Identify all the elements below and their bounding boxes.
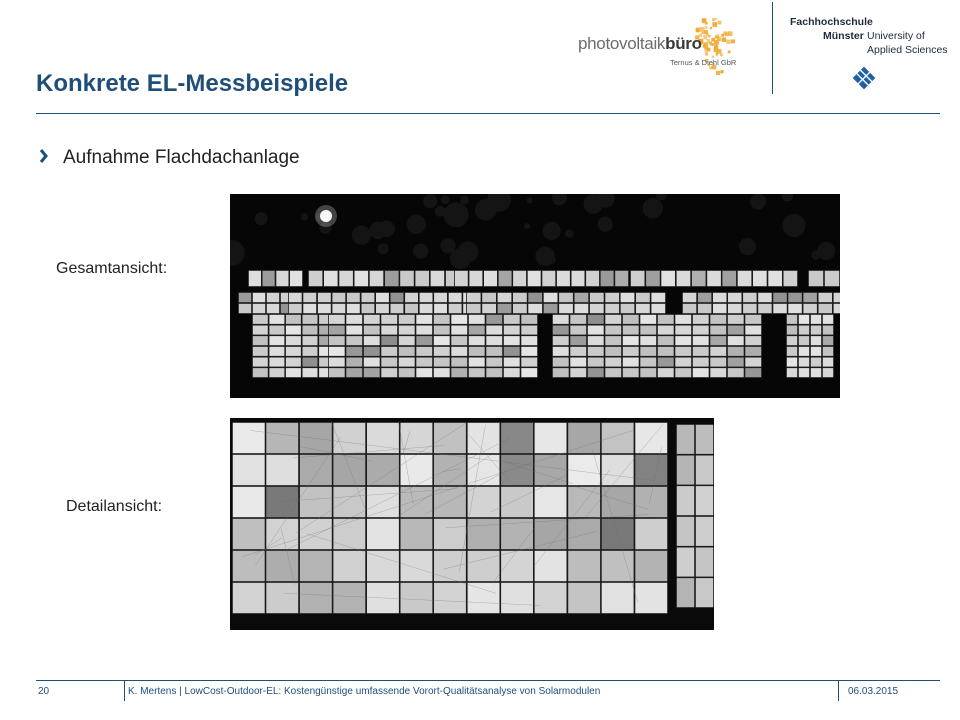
pvb-prefix: photovoltaik bbox=[578, 34, 666, 53]
pvb-wordmark bbox=[578, 34, 702, 54]
footer-date: 06.03.2015 bbox=[848, 686, 899, 697]
pvb-suffix: büro bbox=[665, 34, 702, 53]
fh-line-2: Münster bbox=[823, 30, 864, 42]
logo-divider bbox=[772, 2, 773, 94]
photovoltaikbuero-logo bbox=[578, 18, 768, 82]
fh-line-4: Applied Sciences bbox=[867, 44, 948, 56]
detail-el-image bbox=[230, 418, 714, 630]
fh-line-3: University of bbox=[867, 30, 925, 42]
detail-el-photo bbox=[230, 418, 714, 630]
overview-el-photo bbox=[230, 194, 840, 398]
fh-muenster-logo bbox=[790, 16, 950, 96]
header-divider bbox=[36, 113, 940, 114]
footer-credit: K. Mertens | LowCost-Outdoor-EL: Kostengünstige umfassende Vorort-Qualitätsanalyse von Solarmodulen bbox=[128, 686, 601, 697]
slide-title: Konkrete EL-Messbeispiele bbox=[36, 70, 349, 97]
pvb-subline: Ternus & Diehl GbR bbox=[670, 58, 737, 67]
page-number: 20 bbox=[38, 686, 50, 697]
overview-label: Gesamtansicht: bbox=[56, 260, 168, 277]
fh-line-1: Fachhochschule bbox=[790, 16, 873, 28]
footer-separator-right bbox=[838, 681, 839, 701]
footer-divider bbox=[36, 680, 940, 681]
fh-emblem-icon bbox=[852, 66, 876, 90]
bullet-text: Aufnahme Flachdachanlage bbox=[63, 147, 300, 168]
footer-separator-left bbox=[124, 681, 125, 701]
overview-el-image bbox=[230, 194, 840, 398]
chevron-right-icon bbox=[38, 146, 50, 166]
detail-label: Detailansicht: bbox=[66, 498, 163, 515]
